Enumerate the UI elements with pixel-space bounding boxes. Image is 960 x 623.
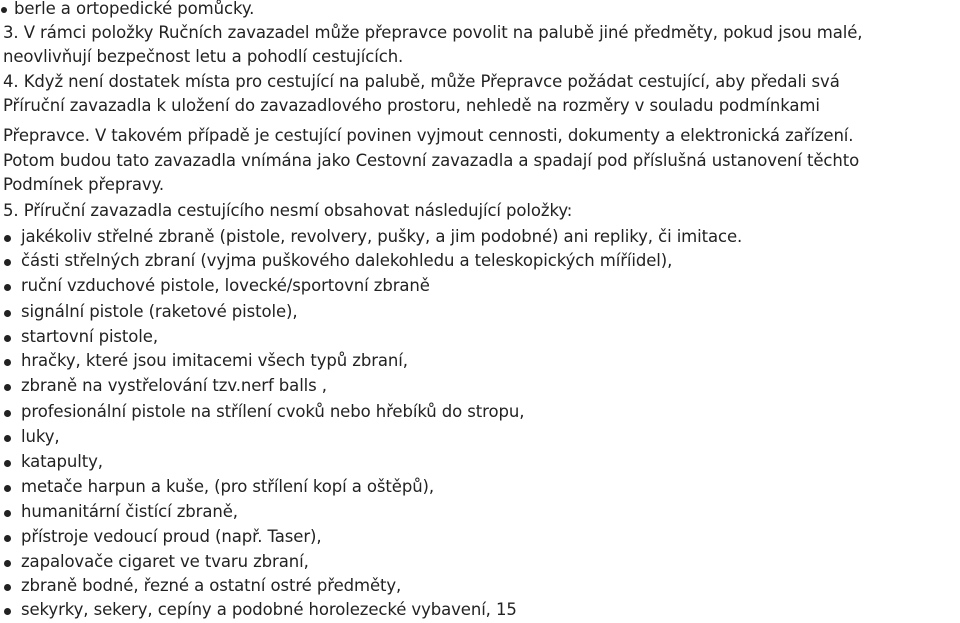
bullet-icon xyxy=(4,608,11,615)
list-item-text: části střelných zbraní (vyjma puškového dalekohledu a teleskopických míříidel), xyxy=(21,251,673,270)
bullet-icon xyxy=(4,384,11,391)
bullet-icon xyxy=(1,7,7,13)
paragraph-line: 5. Příruční zavazadla cestujícího nesmí obsahovat následující položky: xyxy=(3,201,573,220)
bullet-icon xyxy=(4,485,11,492)
list-item-text: humanitární čistící zbraně, xyxy=(21,502,238,521)
paragraph-line: Přepravce. V takovém případě je cestující povinen vyjmout cennosti, dokumenty a elektronická zařízení. xyxy=(3,126,854,145)
list-item-text: sekyrky, sekery, cepíny a podobné horolezecké vybavení, 15 xyxy=(21,600,517,619)
bullet-icon xyxy=(4,410,11,417)
bullet-icon xyxy=(4,560,11,567)
bullet-icon xyxy=(4,435,11,442)
list-item-text: metače harpun a kuše, (pro střílení kopí a oštěpů), xyxy=(21,477,435,496)
bullet-icon xyxy=(4,335,11,342)
bullet-icon xyxy=(4,359,11,366)
paragraph-line: 3. V rámci položky Ručních zavazadel může přepravce povolit na palubě jiné předměty, pokud jsou malé, xyxy=(3,23,863,42)
paragraph-line: Potom budou tato zavazadla vnímána jako Cestovní zavazadla a spadají pod příslušná ustanovení těchto xyxy=(3,151,860,170)
list-item-text: signální pistole (raketové pistole), xyxy=(21,302,298,321)
list-item-text: luky, xyxy=(21,427,60,446)
bullet-icon xyxy=(4,235,11,242)
list-item-text: zbraně na vystřelování tzv.nerf balls , xyxy=(21,376,327,395)
bullet-icon xyxy=(4,584,11,591)
paragraph-line: Podmínek přepravy. xyxy=(3,175,165,194)
list-item-text: jakékoliv střelné zbraně (pistole, revolvery, pušky, a jim podobné) ani repliky, či imitace. xyxy=(21,227,743,246)
list-item-text: profesionální pistole na střílení cvoků nebo hřebíků do stropu, xyxy=(21,402,525,421)
list-item-text: katapulty, xyxy=(21,452,103,471)
bullet-icon xyxy=(4,535,11,542)
bullet-icon xyxy=(4,460,11,467)
list-item-text: startovní pistole, xyxy=(21,327,158,346)
bullet-icon xyxy=(4,284,11,291)
list-item-text: ruční vzduchové pistole, lovecké/sportovní zbraně xyxy=(21,276,430,295)
paragraph-line: 4. Když není dostatek místa pro cestující na palubě, může Přepravce požádat cestující, aby předali svá xyxy=(3,72,840,91)
list-item-text: hračky, které jsou imitacemi všech typů zbraní, xyxy=(21,351,408,370)
paragraph-line: neovlivňují bezpečnost letu a pohodlí cestujících. xyxy=(3,47,404,66)
list-item-text: berle a ortopedické pomůcky. xyxy=(14,0,255,18)
list-item-text: zbraně bodné, řezné a ostatní ostré předměty, xyxy=(21,576,402,595)
paragraph-line: Příruční zavazadla k uložení do zavazadlového prostoru, nehledě na rozměry v souladu podmínkami xyxy=(3,96,820,115)
bullet-icon xyxy=(4,310,11,317)
bullet-icon xyxy=(4,259,11,266)
list-item-text: přístroje vedoucí proud (např. Taser), xyxy=(21,527,322,546)
bullet-icon xyxy=(4,510,11,517)
list-item-text: zapalovače cigaret ve tvaru zbraní, xyxy=(21,552,309,571)
